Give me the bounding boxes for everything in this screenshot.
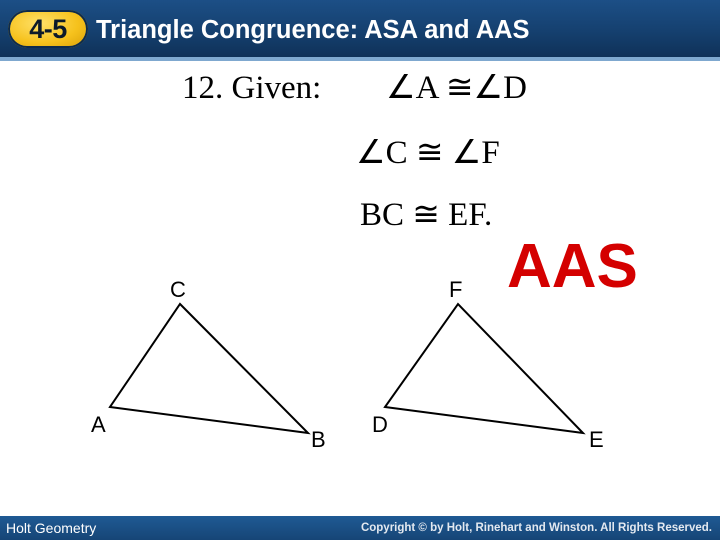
answer-aas: AAS — [507, 232, 638, 301]
triangle-diagram — [0, 270, 720, 460]
triangle-def-shape — [385, 304, 583, 433]
footer-copyright: Copyright © by Holt, Rinehart and Winston. All Rights Reserved. — [360, 522, 712, 534]
triangle-abc — [91, 277, 326, 452]
triangle-def — [372, 277, 604, 452]
given-statement-angles-c-f: ∠C ≅ ∠F — [356, 135, 500, 171]
vertex-label-d: D — [372, 412, 388, 437]
vertex-label-f: F — [449, 277, 463, 302]
vertex-label-b: B — [311, 427, 326, 452]
vertex-label-c: C — [170, 277, 186, 302]
vertex-label-a: A — [91, 412, 106, 437]
triangle-abc-shape — [110, 304, 308, 433]
lesson-badge — [8, 10, 88, 48]
given-label: 12. Given: — [182, 70, 322, 106]
given-statement-sides-bc-ef: BC ≅ EF. — [360, 197, 493, 233]
vertex-label-e: E — [589, 427, 604, 452]
header-stripe — [0, 57, 720, 61]
given-statement-angles-a-d: ∠A ≅∠D — [386, 70, 527, 106]
lesson-number: 4-5 — [29, 14, 67, 44]
footer-publisher: Holt Geometry — [6, 520, 97, 536]
slide-title: Triangle Congruence: ASA and AAS — [96, 16, 530, 44]
slide-footer — [0, 516, 720, 540]
